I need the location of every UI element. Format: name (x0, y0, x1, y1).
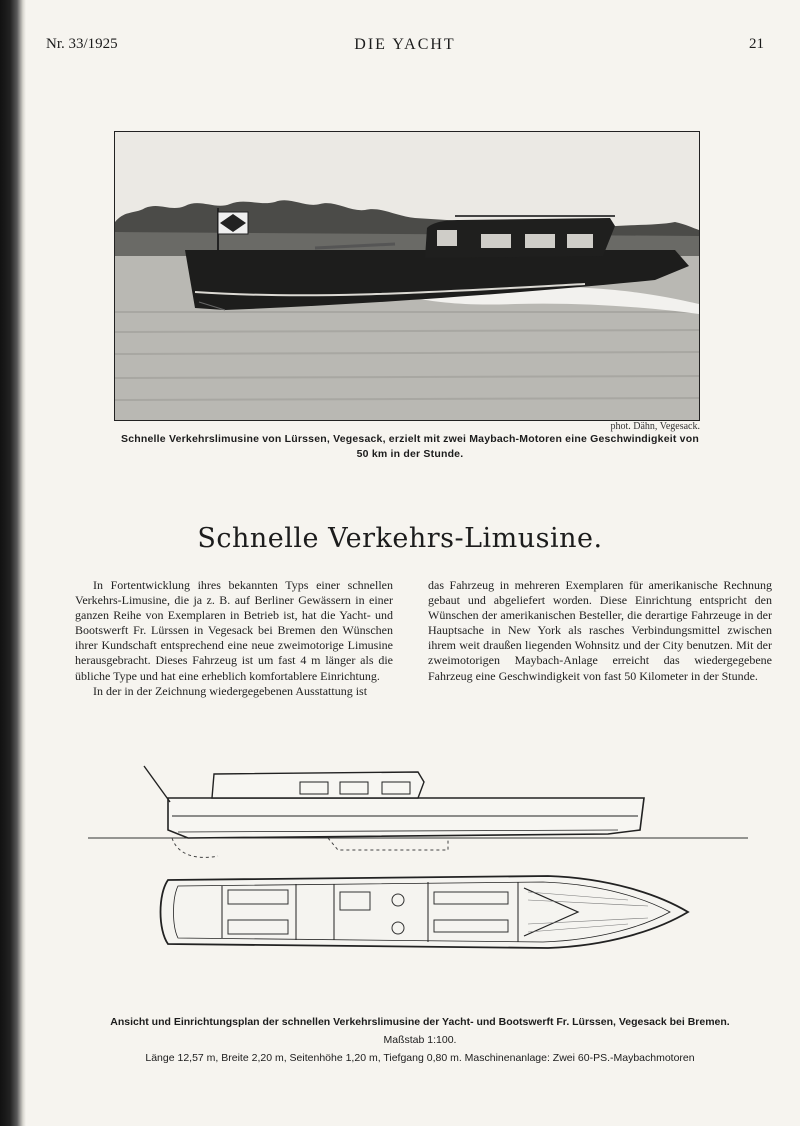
photo-credit: phot. Dähn, Vegesack. (610, 421, 700, 432)
article-column-right (428, 578, 772, 684)
plan-scale: Maßstab 1:100. (383, 1034, 457, 1046)
article-paragraph: In der in der Zeichnung wiedergegebenen Ausstattung ist (93, 683, 368, 698)
plan-dimensions: Länge 12,57 m, Breite 2,20 m, Seitenhöhe 1,20 m, Tiefgang 0,80 m. Maschinenanlage: Zwei 60-PS.-Maybachmotoren (145, 1052, 695, 1064)
page-number: 21 (749, 36, 764, 52)
boat-photograph (114, 131, 700, 421)
article-title: Schnelle Verkehrs-Limusine. (197, 523, 603, 554)
article-paragraph: das Fahrzeug in mehreren Exemplaren für amerikanische Rechnung gebaut und abgeliefert worden. Diese Einrichtung entspricht den Wünschen der amerikanischen Besteller, die derartige Fahrzeuge in der Hauptsache in New York als rasches Verbindungsmittel zwischen ihrem weit draußen liegenden Wohnsitz und der City benutzen. Mit der zweimotorigen Maybach-Anlage erreicht das wiedergegebene Fahrzeug eine Geschwindigkeit von fast 50 Kilometer in der Stunde. (428, 578, 772, 683)
plan-caption: Ansicht und Einrichtungsplan der schnellen Verkehrslimusine der Yacht- und Bootswerft Fr. Lürssen, Vegesack bei Bremen. (110, 1016, 730, 1028)
issue-number: Nr. 33/1925 (46, 36, 118, 52)
journal-title: DIE YACHT (354, 36, 456, 53)
photo-caption: Schnelle Verkehrslimusine von Lürssen, Vegesack, erzielt mit zwei Maybach-Motoren eine Geschwindigkeit von 50 km in der Stunde. (121, 433, 699, 460)
boat-plan-drawing (88, 760, 748, 976)
article-column-left (75, 578, 393, 699)
page-binding-shadow (0, 0, 26, 1126)
page-header (46, 36, 764, 58)
article-paragraph: In Fortentwicklung ihres bekannten Typs einer schnellen Verkehrs-Limusine, die ja z. B. auf Berliner Gewässern in einer ganzen Reihe von Exemplaren in Betrieb ist, hat die Yacht- und Bootswerft Fr. Lürssen in Vegesack bei Bremen den Wünschen ihrer Kundschaft entsprechend eine neue zweimotorige Limusine herausgebracht. Dieses Fahrzeug ist um fast 4 m länger als die übliche Type und hat eine erheblich komfortablere Einrichtung. (75, 578, 393, 683)
